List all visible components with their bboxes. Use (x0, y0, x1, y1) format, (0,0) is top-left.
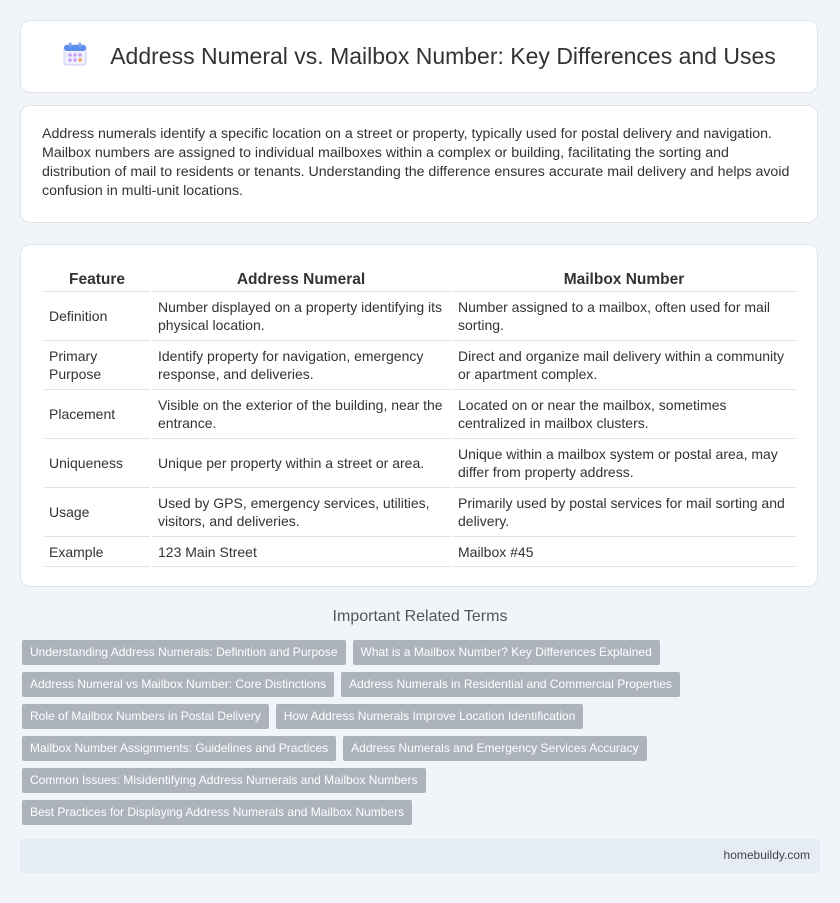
table-row (44, 292, 796, 341)
row-feature: Example (44, 537, 150, 567)
table-row (44, 488, 796, 537)
header-address-numeral: Address Numeral (152, 266, 450, 292)
row-address-numeral: Visible on the exterior of the building, near the entrance. (152, 390, 450, 439)
comparison-card (20, 244, 818, 587)
related-term-tag[interactable]: Mailbox Number Assignments: Guidelines and Practices (22, 736, 336, 761)
related-term-tag[interactable]: Address Numerals in Residential and Commercial Properties (341, 672, 680, 697)
row-mailbox-number: Primarily used by postal services for mail sorting and delivery. (452, 488, 796, 537)
footer (20, 839, 820, 873)
header-card (20, 20, 818, 93)
footer-site-link[interactable]: homebuildy.com (723, 848, 810, 862)
calendar-icon (62, 41, 88, 72)
row-address-numeral: Identify property for navigation, emergency response, and deliveries. (152, 341, 450, 390)
row-address-numeral: Used by GPS, emergency services, utilities, visitors, and deliveries. (152, 488, 450, 537)
related-term-tag[interactable]: Role of Mailbox Numbers in Postal Delivery (22, 704, 269, 729)
row-mailbox-number: Direct and organize mail delivery within a community or apartment complex. (452, 341, 796, 390)
row-feature: Usage (44, 488, 150, 537)
row-feature: Uniqueness (44, 439, 150, 488)
page-title: Address Numeral vs. Mailbox Number: Key Differences and Uses (110, 43, 776, 69)
row-mailbox-number: Mailbox #45 (452, 537, 796, 567)
row-address-numeral: 123 Main Street (152, 537, 450, 567)
related-terms-title: Important Related Terms (332, 608, 508, 625)
related-term-tag[interactable]: What is a Mailbox Number? Key Differences Explained (353, 640, 660, 665)
intro-text: Address numerals identify a specific location on a street or property, typically used for postal delivery and navigation. Mailbox numbers are assigned to individual mailboxes within a complex or building, facilitating the sorting and distribution of mail to residents or tenants. Understanding the difference ensures accurate mail delivery and helps avoid confusion in multi-unit locations. (42, 126, 790, 199)
related-term-tag[interactable]: Understanding Address Numerals: Definition and Purpose (22, 640, 346, 665)
header-mailbox-number: Mailbox Number (452, 266, 796, 292)
comparison-table (42, 266, 798, 567)
related-term-tag[interactable]: Address Numeral vs Mailbox Number: Core Distinctions (22, 672, 334, 697)
related-term-tag[interactable]: Common Issues: Misidentifying Address Numerals and Mailbox Numbers (22, 768, 426, 793)
table-row (44, 439, 796, 488)
row-mailbox-number: Located on or near the mailbox, sometimes centralized in mailbox clusters. (452, 390, 796, 439)
related-term-tag[interactable]: How Address Numerals Improve Location Identification (276, 704, 583, 729)
row-feature: Definition (44, 292, 150, 341)
intro-card (20, 105, 818, 223)
related-term-tag[interactable]: Address Numerals and Emergency Services Accuracy (343, 736, 646, 761)
row-mailbox-number: Number assigned to a mailbox, often used for mail sorting. (452, 292, 796, 341)
related-terms-list (22, 640, 802, 832)
row-feature: Primary Purpose (44, 341, 150, 390)
row-address-numeral: Number displayed on a property identifying its physical location. (152, 292, 450, 341)
header-feature: Feature (44, 266, 150, 292)
table-row (44, 390, 796, 439)
table-row (44, 341, 796, 390)
table-header-row (44, 266, 796, 292)
related-term-tag[interactable]: Best Practices for Displaying Address Numerals and Mailbox Numbers (22, 800, 412, 825)
row-feature: Placement (44, 390, 150, 439)
table-row (44, 537, 796, 567)
row-address-numeral: Unique per property within a street or area. (152, 439, 450, 488)
row-mailbox-number: Unique within a mailbox system or postal area, may differ from property address. (452, 439, 796, 488)
